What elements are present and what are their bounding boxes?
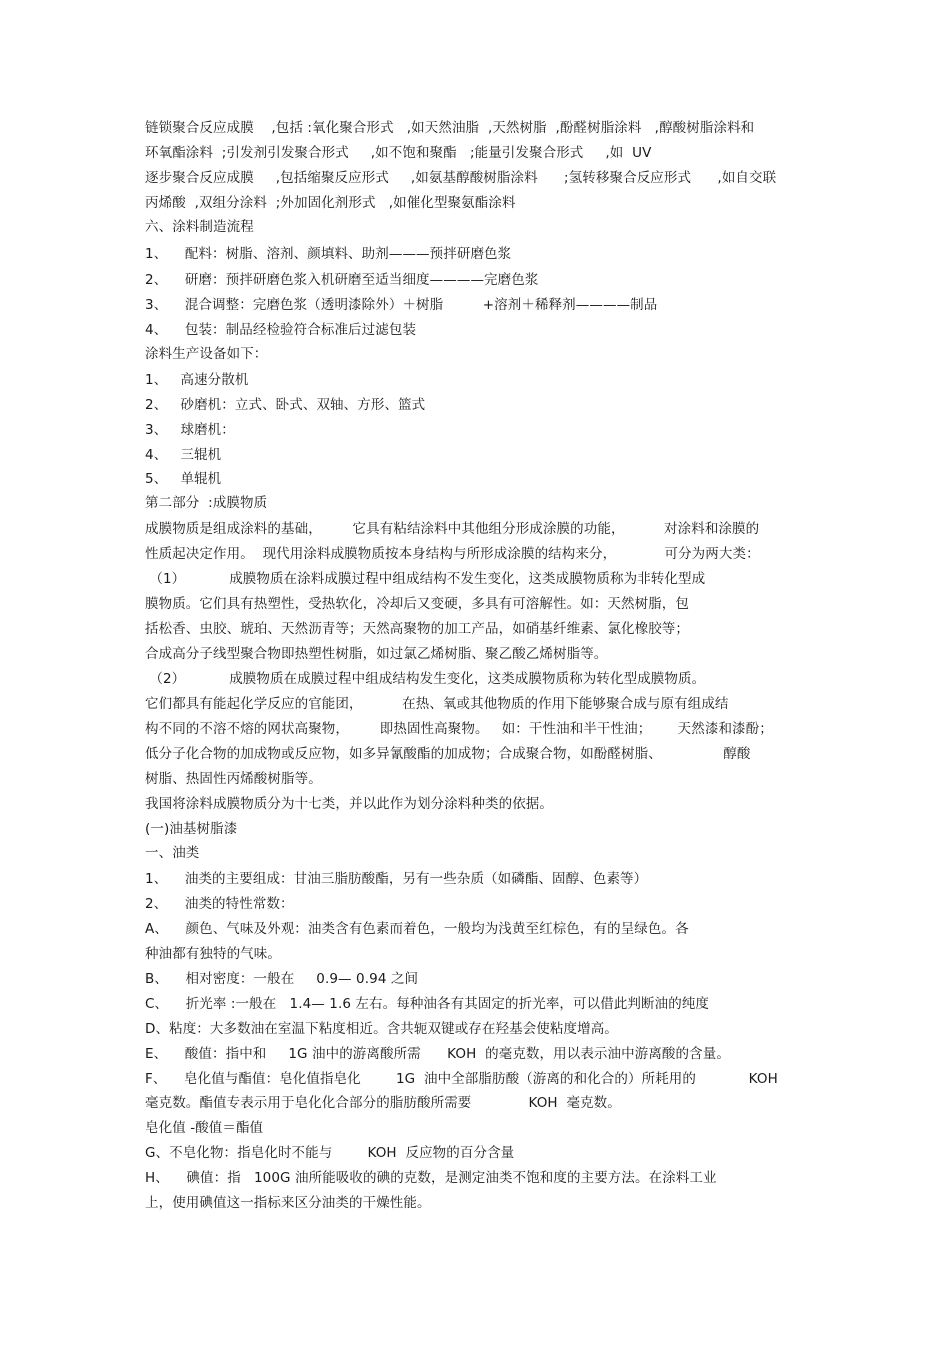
text-line: 成膜物质是组成涂料的基础， 它具有粘结涂料中其他组分形成涂膜的功能， 对涂料和涂膜的 — [145, 521, 760, 537]
list-item: 1、 配料：树脂、溶剂、颜填料、助剂———预拌研磨色浆 — [145, 246, 512, 262]
text-line: 上，使用碘值这一指标来区分油类的干燥性能。 — [145, 1195, 431, 1211]
text-line: （2） 成膜物质在成膜过程中组成结构发生变化，这类成膜物质称为转化型成膜物质。 — [145, 671, 706, 687]
section-heading: 一、油类 — [145, 845, 200, 861]
text-line: 逐步聚合反应成膜 ,包括缩聚反应形式 ,如氨基醇酸树脂涂料 ;氢转移聚合反应形式 ,如自交联 — [145, 170, 777, 186]
list-item: 2、 砂磨机：立式、卧式、双轴、方形、篮式 — [145, 397, 426, 413]
text-line: 膜物质。它们具有热塑性，受热软化，冷却后又变硬，多具有可溶解性。如：天然树脂，包 — [145, 596, 689, 612]
list-item: 3、 球磨机： — [145, 422, 235, 438]
text-line: 种油都有独特的气味。 — [145, 946, 281, 962]
text-line: 合成高分子线型聚合物即热塑性树脂，如过氯乙烯树脂、聚乙酸乙烯树脂等。 — [145, 646, 608, 662]
list-item: E、 酸值：指中和 1G 油中的游离酸所需 KOH 的毫克数，用以表示油中游离酸的含量。 — [145, 1046, 730, 1062]
section-heading: (一)油基树脂漆 — [145, 821, 238, 837]
list-item: B、 相对密度：一般在 0.9— 0.94 之间 — [145, 971, 419, 987]
list-item: 1、 高速分散机 — [145, 372, 249, 388]
text-line: 环氧酯涂料 ;引发剂引发聚合形式 ,如不饱和聚酯 ;能量引发聚合形式 ,如 UV — [145, 145, 652, 161]
list-item: 4、 包装：制品经检验符合标准后过滤包装 — [145, 322, 417, 338]
text-line: 括松香、虫胶、琥珀、天然沥青等；天然高聚物的加工产品，如硝基纤维素、氯化橡胶等； — [145, 621, 689, 637]
text-line: 皂化值 -酸值＝酯值 — [145, 1120, 264, 1136]
text-line: 构不同的不溶不熔的网状高聚物， 即热固性高聚物。 如：干性油和半干性油； 天然漆和漆酚； — [145, 721, 773, 737]
list-item: 2、 研磨：预拌研磨色浆入机研磨至适当细度————完磨色浆 — [145, 272, 539, 288]
list-item: A、 颜色、气味及外观：油类含有色素而着色，一般均为浅黄至红棕色，有的呈绿色。各 — [145, 921, 689, 937]
text-line: 涂料生产设备如下： — [145, 346, 268, 362]
text-line: 树脂、热固性丙烯酸树脂等。 — [145, 771, 322, 787]
list-item: 1、 油类的主要组成：甘油三脂肪酸酯，另有一些杂质（如磷酯、固醇、色素等） — [145, 871, 648, 887]
list-item: 4、 三辊机 — [145, 447, 222, 463]
list-item: 2、 油类的特性常数： — [145, 896, 294, 912]
text-line: 性质起决定作用。 现代用涂料成膜物质按本身结构与所形成涂膜的结构来分， 可分为两大类： — [145, 546, 760, 562]
text-line: 我国将涂料成膜物质分为十七类，并以此作为划分涂料种类的依据。 — [145, 796, 553, 812]
list-item: D、粘度：大多数油在室温下粘度相近。含共轭双键或存在羟基会使粘度增高。 — [145, 1021, 618, 1037]
section-heading: 第二部分 :成膜物质 — [145, 495, 268, 511]
text-line: 它们都具有能起化学反应的官能团， 在热、氧或其他物质的作用下能够聚合成与原有组成结 — [145, 696, 729, 712]
list-item: H、 碘值：指 100G 油所能吸收的碘的克数，是测定油类不饱和度的主要方法。在涂料工业 — [145, 1170, 717, 1186]
text-line: 毫克数。酯值专表示用于皂化化合部分的脂肪酸所需要 KOH 毫克数。 — [145, 1095, 621, 1111]
list-item: 5、 单辊机 — [145, 471, 222, 487]
text-line: 丙烯酸 ,双组分涂料 ;外加固化剂形式 ,如催化型聚氨酯涂料 — [145, 195, 516, 211]
section-heading: 六、涂料制造流程 — [145, 219, 254, 235]
text-line: 低分子化合物的加成物或反应物，如多异氰酸酯的加成物；合成聚合物，如酚醛树脂、 醇酸 — [145, 746, 751, 762]
list-item: C、 折光率 :一般在 1.4— 1.6 左右。每种油各有其固定的折光率，可以借此判断油的纯度 — [145, 996, 710, 1012]
list-item: G、不皂化物：指皂化时不能与 KOH 反应物的百分含量 — [145, 1145, 515, 1161]
text-line: 链锁聚合反应成膜 ,包括 :氧化聚合形式 ,如天然油脂 ,天然树脂 ,酚醛树脂涂料 ,醇酸树脂涂料和 — [145, 120, 755, 136]
text-line: （1） 成膜物质在涂料成膜过程中组成结构不发生变化，这类成膜物质称为非转化型成 — [145, 571, 706, 587]
list-item: 3、 混合调整：完磨色浆（透明漆除外）＋树脂 +溶剂＋稀释剂————制品 — [145, 297, 658, 313]
list-item: F、 皂化值与酯值：皂化值指皂化 1G 油中全部脂肪酸（游离的和化合的）所耗用的 KOH — [145, 1071, 778, 1087]
